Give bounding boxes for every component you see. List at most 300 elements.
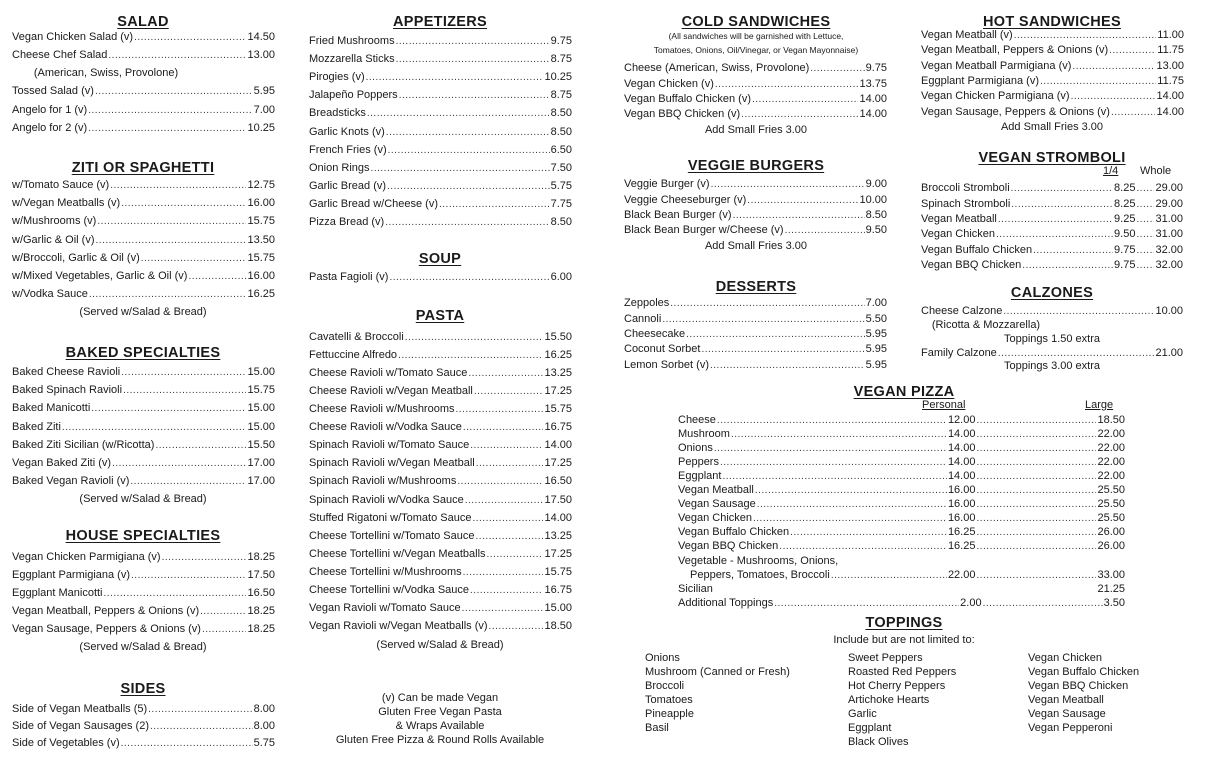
appetizers-row bbox=[309, 216, 572, 229]
dot-leader bbox=[121, 737, 253, 750]
dot-leader bbox=[785, 224, 865, 237]
topping-item: Sweet Peppers bbox=[848, 652, 923, 664]
dot-leader bbox=[1033, 244, 1113, 257]
desserts-item-price: 5.50 bbox=[865, 313, 887, 325]
dot-leader bbox=[998, 347, 1155, 360]
calzone-toppings-note: Toppings 1.50 extra bbox=[1003, 333, 1101, 345]
burgers-fries-note: Add Small Fries 3.00 bbox=[704, 240, 808, 252]
pizza-personal-price: 22.00 bbox=[947, 569, 976, 581]
pasta-item-price: 15.75 bbox=[544, 403, 572, 415]
stromboli-quarter-price: 9.25 bbox=[1114, 213, 1136, 225]
dot-leader bbox=[1136, 213, 1154, 226]
calzones-row bbox=[921, 305, 1183, 318]
hot-fries-note: Add Small Fries 3.00 bbox=[1000, 121, 1104, 133]
ziti-item-name: w/Broccoli, Garlic & Oil (v) bbox=[12, 252, 140, 264]
baked-title: BAKED SPECIALTIES bbox=[65, 345, 221, 361]
gluten-free-pasta-note: Gluten Free Vegan Pasta bbox=[378, 706, 502, 718]
topping-item: Basil bbox=[645, 722, 669, 734]
dot-leader bbox=[1136, 182, 1154, 195]
dot-leader bbox=[774, 597, 959, 610]
sides-title: SIDES bbox=[120, 681, 166, 697]
baked-item-price: 15.00 bbox=[247, 402, 275, 414]
pasta-row bbox=[309, 403, 572, 416]
pizza-personal-price: 12.00 bbox=[947, 414, 976, 426]
dot-leader bbox=[130, 475, 246, 488]
dot-leader bbox=[686, 328, 864, 341]
appetizers-item-name: Pirogies (v) bbox=[309, 71, 365, 83]
pizza-personal-price: 14.00 bbox=[947, 428, 976, 440]
dot-leader bbox=[457, 475, 543, 488]
soup-title: SOUP bbox=[418, 251, 462, 267]
stromboli-whole-price: 31.00 bbox=[1155, 228, 1183, 240]
cold-row bbox=[624, 62, 887, 75]
desserts-item-price: 5.95 bbox=[865, 328, 887, 340]
pizza-row bbox=[678, 540, 1125, 553]
stromboli-row bbox=[921, 228, 1183, 241]
stromboli-whole-price: 32.00 bbox=[1155, 244, 1183, 256]
appetizers-row bbox=[309, 89, 572, 102]
sides-item-name: Side of Vegetables (v) bbox=[12, 737, 120, 749]
cold-item-name: Cheese (American, Swiss, Provolone) bbox=[624, 62, 810, 74]
pasta-row bbox=[309, 548, 572, 561]
appetizers-item-name: Breadsticks bbox=[309, 107, 366, 119]
stromboli-item-name: Spinach Stromboli bbox=[921, 198, 1011, 210]
pizza-item-name: Additional Toppings bbox=[678, 597, 774, 609]
cold-item-price: 13.75 bbox=[859, 78, 887, 90]
dot-leader bbox=[104, 587, 247, 600]
dot-leader bbox=[790, 526, 947, 539]
pasta-row bbox=[309, 530, 572, 543]
pizza-row bbox=[678, 428, 1125, 441]
appetizers-item-name: French Fries (v) bbox=[309, 144, 387, 156]
dot-leader bbox=[389, 271, 549, 284]
pasta-item-price: 15.75 bbox=[544, 566, 572, 578]
dot-leader bbox=[97, 215, 246, 228]
dot-leader bbox=[371, 162, 550, 175]
pizza-large-price: 3.50 bbox=[1103, 597, 1125, 609]
stromboli-whole-price: 32.00 bbox=[1155, 259, 1183, 271]
pizza-item-name: Vegan Buffalo Chicken bbox=[678, 526, 790, 538]
appetizers-item-price: 8.75 bbox=[550, 89, 572, 101]
dot-leader bbox=[465, 494, 544, 507]
burgers-row bbox=[624, 194, 887, 207]
dot-leader bbox=[108, 49, 246, 62]
ziti-row bbox=[12, 179, 275, 192]
dot-leader bbox=[487, 548, 544, 561]
stromboli-row bbox=[921, 259, 1183, 272]
topping-item: Vegan BBQ Chicken bbox=[1028, 680, 1129, 692]
dot-leader bbox=[779, 540, 947, 553]
dot-leader bbox=[96, 234, 247, 247]
sides-item-price: 8.00 bbox=[253, 720, 275, 732]
ziti-item-price: 13.50 bbox=[247, 234, 275, 246]
salad-item-price: 14.50 bbox=[247, 31, 275, 43]
burgers-item-name: Veggie Cheeseburger (v) bbox=[624, 194, 747, 206]
pizza-item-name: Vegan Sausage bbox=[678, 498, 756, 510]
sides-item-name: Side of Vegan Sausages (2) bbox=[12, 720, 149, 732]
appetizers-row bbox=[309, 35, 572, 48]
pizza-item-name: Peppers bbox=[678, 456, 719, 468]
house-row bbox=[12, 605, 275, 618]
topping-item: Mushroom (Canned or Fresh) bbox=[645, 666, 790, 678]
dot-leader bbox=[89, 288, 247, 301]
dot-leader bbox=[110, 179, 246, 192]
stromboli-quarter-price: 9.75 bbox=[1114, 244, 1136, 256]
pizza-item-name: Vegan Chicken bbox=[678, 512, 752, 524]
baked-item-price: 15.00 bbox=[247, 421, 275, 433]
baked-item-name: Baked Vegan Ravioli (v) bbox=[12, 475, 130, 487]
dot-leader bbox=[757, 498, 947, 511]
dot-leader bbox=[476, 530, 544, 543]
dot-leader bbox=[983, 597, 1103, 610]
hot-item-price: 14.00 bbox=[1156, 90, 1184, 102]
pizza-personal-price: 14.00 bbox=[947, 442, 976, 454]
stromboli-whole-price: 29.00 bbox=[1155, 182, 1183, 194]
dot-leader bbox=[747, 194, 858, 207]
hot-item-name: Vegan Sausage, Peppers & Onions (v) bbox=[921, 106, 1110, 118]
baked-item-price: 15.50 bbox=[247, 439, 275, 451]
dot-leader bbox=[1022, 259, 1113, 272]
dot-leader bbox=[976, 470, 1096, 483]
dot-leader bbox=[472, 512, 543, 525]
hot-row bbox=[921, 44, 1184, 57]
pasta-item-name: Cheese Ravioli w/Vegan Meatball bbox=[309, 385, 473, 397]
appetizers-item-price: 7.50 bbox=[550, 162, 572, 174]
house-item-name: Vegan Chicken Parmigiana (v) bbox=[12, 551, 161, 563]
cold-item-name: Vegan Buffalo Chicken (v) bbox=[624, 93, 751, 105]
pizza-large-price: 26.00 bbox=[1097, 526, 1125, 538]
house-item-price: 18.25 bbox=[247, 623, 275, 635]
cold-row bbox=[624, 78, 887, 91]
stromboli-quarter-price: 9.75 bbox=[1114, 259, 1136, 271]
desserts-item-price: 5.95 bbox=[865, 359, 887, 371]
pizza-row bbox=[678, 512, 1125, 525]
burgers-item-name: Black Bean Burger w/Cheese (v) bbox=[624, 224, 784, 236]
stromboli-row bbox=[921, 198, 1183, 211]
ziti-row bbox=[12, 215, 275, 228]
ziti-item-name: w/Mushrooms (v) bbox=[12, 215, 97, 227]
baked-item-name: Baked Ziti Sicilian (w/Ricotta) bbox=[12, 439, 155, 451]
vegan-pizza-title: VEGAN PIZZA bbox=[853, 384, 955, 400]
appetizers-item-name: Mozzarella Sticks bbox=[309, 53, 395, 65]
dot-leader bbox=[396, 53, 550, 66]
cold-item-name: Vegan BBQ Chicken (v) bbox=[624, 108, 741, 120]
pasta-item-name: Cheese Tortellini w/Mushrooms bbox=[309, 566, 462, 578]
pizza-row bbox=[678, 414, 1125, 427]
dot-leader bbox=[398, 349, 543, 362]
sides-row bbox=[12, 703, 275, 716]
pasta-item-name: Spinach Ravioli w/Vegan Meatball bbox=[309, 457, 475, 469]
dot-leader bbox=[976, 512, 1096, 525]
house-item-name: Eggplant Manicotti bbox=[12, 587, 103, 599]
desserts-row bbox=[624, 343, 887, 356]
house-item-name: Vegan Sausage, Peppers & Onions (v) bbox=[12, 623, 201, 635]
cold-item-name: Vegan Chicken (v) bbox=[624, 78, 714, 90]
pasta-item-price: 17.50 bbox=[544, 494, 572, 506]
ziti-row bbox=[12, 270, 275, 283]
dot-leader bbox=[1072, 60, 1155, 73]
pizza-personal-price: 14.00 bbox=[947, 470, 976, 482]
ziti-item-name: w/Tomato Sauce (v) bbox=[12, 179, 110, 191]
house-item-price: 17.50 bbox=[247, 569, 275, 581]
desserts-title: DESSERTS bbox=[715, 279, 797, 295]
stromboli-whole-price: 31.00 bbox=[1155, 213, 1183, 225]
dot-leader bbox=[831, 569, 947, 582]
house-title: HOUSE SPECIALTIES bbox=[65, 528, 221, 544]
baked-item-name: Baked Cheese Ravioli bbox=[12, 366, 121, 378]
pizza-row bbox=[678, 498, 1125, 511]
appetizers-item-name: Garlic Bread w/Cheese (v) bbox=[309, 198, 438, 210]
pizza-item-name: Eggplant bbox=[678, 470, 722, 482]
dot-leader bbox=[463, 421, 544, 434]
calzones-item-name: Cheese Calzone bbox=[921, 305, 1003, 317]
pizza-item-name: Vegan Meatball bbox=[678, 484, 754, 496]
desserts-item-price: 5.95 bbox=[865, 343, 887, 355]
stromboli-row bbox=[921, 213, 1183, 226]
dot-leader bbox=[1136, 244, 1154, 257]
dot-leader bbox=[188, 270, 246, 283]
dot-leader bbox=[1071, 90, 1156, 103]
vegan-note: (v) Can be made Vegan bbox=[381, 692, 499, 704]
desserts-row bbox=[624, 297, 887, 310]
pasta-item-price: 15.50 bbox=[544, 331, 572, 343]
stromboli-quarter-price: 8.25 bbox=[1114, 198, 1136, 210]
pasta-row bbox=[309, 620, 572, 633]
salad-item-name: Tossed Salad (v) bbox=[12, 85, 94, 97]
hot-item-name: Vegan Chicken Parmigiana (v) bbox=[921, 90, 1070, 102]
topping-item: Vegan Pepperoni bbox=[1028, 722, 1113, 734]
pizza-sicilian-name: Sicilian bbox=[678, 583, 713, 595]
pasta-title: PASTA bbox=[415, 308, 465, 324]
dot-leader bbox=[200, 605, 246, 618]
hot-sandwiches-title: HOT SANDWICHES bbox=[983, 14, 1121, 30]
topping-item: Onions bbox=[645, 652, 680, 664]
ziti-item-name: w/Vegan Meatballs (v) bbox=[12, 197, 121, 209]
appetizers-item-price: 10.25 bbox=[544, 71, 572, 83]
pasta-item-name: Vegan Ravioli w/Vegan Meatballs (v) bbox=[309, 620, 488, 632]
dot-leader bbox=[976, 540, 1096, 553]
dot-leader bbox=[134, 31, 246, 44]
pizza-large-price: 22.00 bbox=[1097, 470, 1125, 482]
cold-sandwiches-title: COLD SANDWICHES bbox=[681, 14, 831, 30]
pizza-personal-header: Personal bbox=[922, 399, 966, 411]
baked-row bbox=[12, 384, 275, 397]
pasta-row bbox=[309, 584, 572, 597]
salad-row bbox=[12, 122, 275, 135]
pasta-item-price: 14.00 bbox=[544, 439, 572, 451]
pizza-row bbox=[678, 484, 1125, 497]
pasta-row bbox=[309, 566, 572, 579]
topping-item: Pineapple bbox=[645, 708, 694, 720]
appetizers-item-price: 8.50 bbox=[550, 216, 572, 228]
dot-leader bbox=[121, 197, 246, 210]
ziti-item-price: 16.00 bbox=[247, 197, 275, 209]
topping-item: Eggplant bbox=[848, 722, 892, 734]
hot-item-name: Vegan Meatball Parmigiana (v) bbox=[921, 60, 1072, 72]
baked-item-name: Vegan Baked Ziti (v) bbox=[12, 457, 112, 469]
dot-leader bbox=[976, 498, 1096, 511]
cold-fries-note: Add Small Fries 3.00 bbox=[704, 124, 808, 136]
salad-item-name: Angelo for 2 (v) bbox=[12, 122, 88, 134]
veggie-burgers-title: VEGGIE BURGERS bbox=[687, 158, 825, 174]
ziti-item-price: 16.00 bbox=[247, 270, 275, 282]
stromboli-row bbox=[921, 182, 1183, 195]
dot-leader bbox=[1136, 228, 1154, 241]
pasta-item-name: Cheese Ravioli w/Vodka Sauce bbox=[309, 421, 462, 433]
hot-item-price: 11.75 bbox=[1157, 44, 1184, 56]
house-row bbox=[12, 623, 275, 636]
sides-item-name: Side of Vegan Meatballs (5) bbox=[12, 703, 148, 715]
dot-leader bbox=[720, 456, 947, 469]
dot-leader bbox=[399, 89, 550, 102]
dot-leader bbox=[710, 359, 865, 372]
baked-item-price: 15.75 bbox=[247, 384, 275, 396]
pasta-item-price: 17.25 bbox=[544, 385, 572, 397]
baked-row bbox=[12, 402, 275, 415]
cold-row bbox=[624, 108, 887, 121]
pizza-sicilian-large-price: 21.25 bbox=[1097, 583, 1125, 595]
appetizers-row bbox=[309, 71, 572, 84]
burgers-item-price: 10.00 bbox=[859, 194, 887, 206]
cold-item-price: 14.00 bbox=[859, 93, 887, 105]
dot-leader bbox=[1040, 75, 1156, 88]
toppings-subtitle: Include but are not limited to: bbox=[833, 634, 975, 646]
pasta-item-name: Spinach Ravioli w/Mushrooms bbox=[309, 475, 457, 487]
dot-leader bbox=[388, 144, 550, 157]
pasta-item-name: Cheese Tortellini w/Vegan Meatballs bbox=[309, 548, 486, 560]
pizza-item-name: Mushroom bbox=[678, 428, 730, 440]
topping-item: Vegan Meatball bbox=[1028, 694, 1104, 706]
ziti-row bbox=[12, 252, 275, 265]
salad-item-price: 13.00 bbox=[247, 49, 275, 61]
dot-leader bbox=[1136, 198, 1154, 211]
cold-sandwiches-subnote-1: (All sandwiches will be garnished with Lettuce, bbox=[668, 31, 844, 41]
pizza-large-price: 26.00 bbox=[1097, 540, 1125, 552]
dot-leader bbox=[714, 442, 947, 455]
baked-item-price: 17.00 bbox=[247, 457, 275, 469]
stromboli-whole-price: 29.00 bbox=[1155, 198, 1183, 210]
ziti-note: (Served w/Salad & Bread) bbox=[79, 306, 207, 318]
desserts-row bbox=[624, 328, 887, 341]
appetizers-title: APPETIZERS bbox=[392, 14, 488, 30]
dot-leader bbox=[976, 484, 1096, 497]
baked-row bbox=[12, 439, 275, 452]
dot-leader bbox=[155, 439, 246, 452]
baked-row bbox=[12, 475, 275, 488]
dot-leader bbox=[202, 623, 247, 636]
pasta-item-price: 16.25 bbox=[544, 349, 572, 361]
house-item-price: 18.25 bbox=[247, 605, 275, 617]
dot-leader bbox=[387, 180, 550, 193]
house-row bbox=[12, 587, 275, 600]
salad-note: (American, Swiss, Provolone) bbox=[33, 67, 179, 79]
dot-leader bbox=[722, 470, 947, 483]
pasta-row bbox=[309, 494, 572, 507]
appetizers-item-price: 8.50 bbox=[550, 126, 572, 138]
dot-leader bbox=[976, 442, 1096, 455]
ziti-item-price: 15.75 bbox=[247, 215, 275, 227]
pizza-row bbox=[678, 526, 1125, 539]
salad-item-name: Vegan Chicken Salad (v) bbox=[12, 31, 134, 43]
pasta-row bbox=[309, 439, 572, 452]
pizza-personal-price: 16.00 bbox=[947, 484, 976, 496]
ziti-item-name: w/Vodka Sauce bbox=[12, 288, 88, 300]
dot-leader bbox=[88, 104, 252, 117]
dot-leader bbox=[396, 35, 550, 48]
dot-leader bbox=[1136, 259, 1154, 272]
salad-row bbox=[12, 104, 275, 117]
pasta-item-price: 13.25 bbox=[544, 530, 572, 542]
baked-item-price: 17.00 bbox=[247, 475, 275, 487]
pizza-large-price: 25.50 bbox=[1097, 484, 1125, 496]
stromboli-quarter-price: 8.25 bbox=[1114, 182, 1136, 194]
hot-row bbox=[921, 60, 1184, 73]
desserts-item-name: Zeppoles bbox=[624, 297, 670, 309]
stromboli-row bbox=[921, 244, 1183, 257]
appetizers-row bbox=[309, 144, 572, 157]
pasta-item-price: 15.00 bbox=[544, 602, 572, 614]
burgers-row bbox=[624, 224, 887, 237]
gluten-free-pizza-note: Gluten Free Pizza & Round Rolls Available bbox=[335, 734, 545, 746]
dot-leader bbox=[121, 366, 246, 379]
dot-leader bbox=[91, 402, 246, 415]
hot-row bbox=[921, 75, 1184, 88]
dot-leader bbox=[1109, 44, 1156, 57]
dot-leader bbox=[62, 421, 247, 434]
pizza-row bbox=[678, 456, 1125, 469]
burgers-row bbox=[624, 209, 887, 222]
topping-item: Vegan Buffalo Chicken bbox=[1028, 666, 1140, 678]
hot-row bbox=[921, 106, 1184, 119]
burgers-item-price: 8.50 bbox=[865, 209, 887, 221]
ziti-row bbox=[12, 288, 275, 301]
dot-leader bbox=[976, 456, 1096, 469]
baked-row bbox=[12, 457, 275, 470]
dot-leader bbox=[711, 178, 865, 191]
salad-title: SALAD bbox=[117, 14, 169, 30]
appetizers-item-price: 5.75 bbox=[550, 180, 572, 192]
soup-row bbox=[309, 271, 572, 284]
hot-item-price: 14.00 bbox=[1156, 106, 1184, 118]
ziti-item-name: w/Garlic & Oil (v) bbox=[12, 234, 95, 246]
house-row bbox=[12, 569, 275, 582]
dot-leader bbox=[489, 620, 544, 633]
pizza-large-price: 22.00 bbox=[1097, 456, 1125, 468]
salad-item-price: 10.25 bbox=[247, 122, 275, 134]
salad-item-price: 5.95 bbox=[253, 85, 275, 97]
topping-item: Broccoli bbox=[645, 680, 685, 692]
dot-leader bbox=[731, 428, 947, 441]
desserts-item-price: 7.00 bbox=[865, 297, 887, 309]
dot-leader bbox=[150, 720, 253, 733]
ziti-title: ZITI OR SPAGHETTI bbox=[71, 160, 215, 176]
dot-leader bbox=[752, 93, 858, 106]
salad-row bbox=[12, 85, 275, 98]
pizza-large-price: 22.00 bbox=[1097, 428, 1125, 440]
pizza-large-header: Large bbox=[1085, 399, 1114, 411]
hot-item-price: 11.00 bbox=[1157, 29, 1184, 41]
dot-leader bbox=[386, 126, 550, 139]
pasta-row bbox=[309, 475, 572, 488]
stromboli-quarter-price: 9.50 bbox=[1114, 228, 1136, 240]
desserts-item-name: Cannoli bbox=[624, 313, 662, 325]
dot-leader bbox=[976, 414, 1096, 427]
appetizers-item-price: 6.50 bbox=[550, 144, 572, 156]
salad-item-name: Angelo for 1 (v) bbox=[12, 104, 88, 116]
pizza-vegetable-row bbox=[690, 569, 1125, 582]
stromboli-item-name: Broccoli Stromboli bbox=[921, 182, 1010, 194]
pizza-personal-price: 14.00 bbox=[947, 456, 976, 468]
